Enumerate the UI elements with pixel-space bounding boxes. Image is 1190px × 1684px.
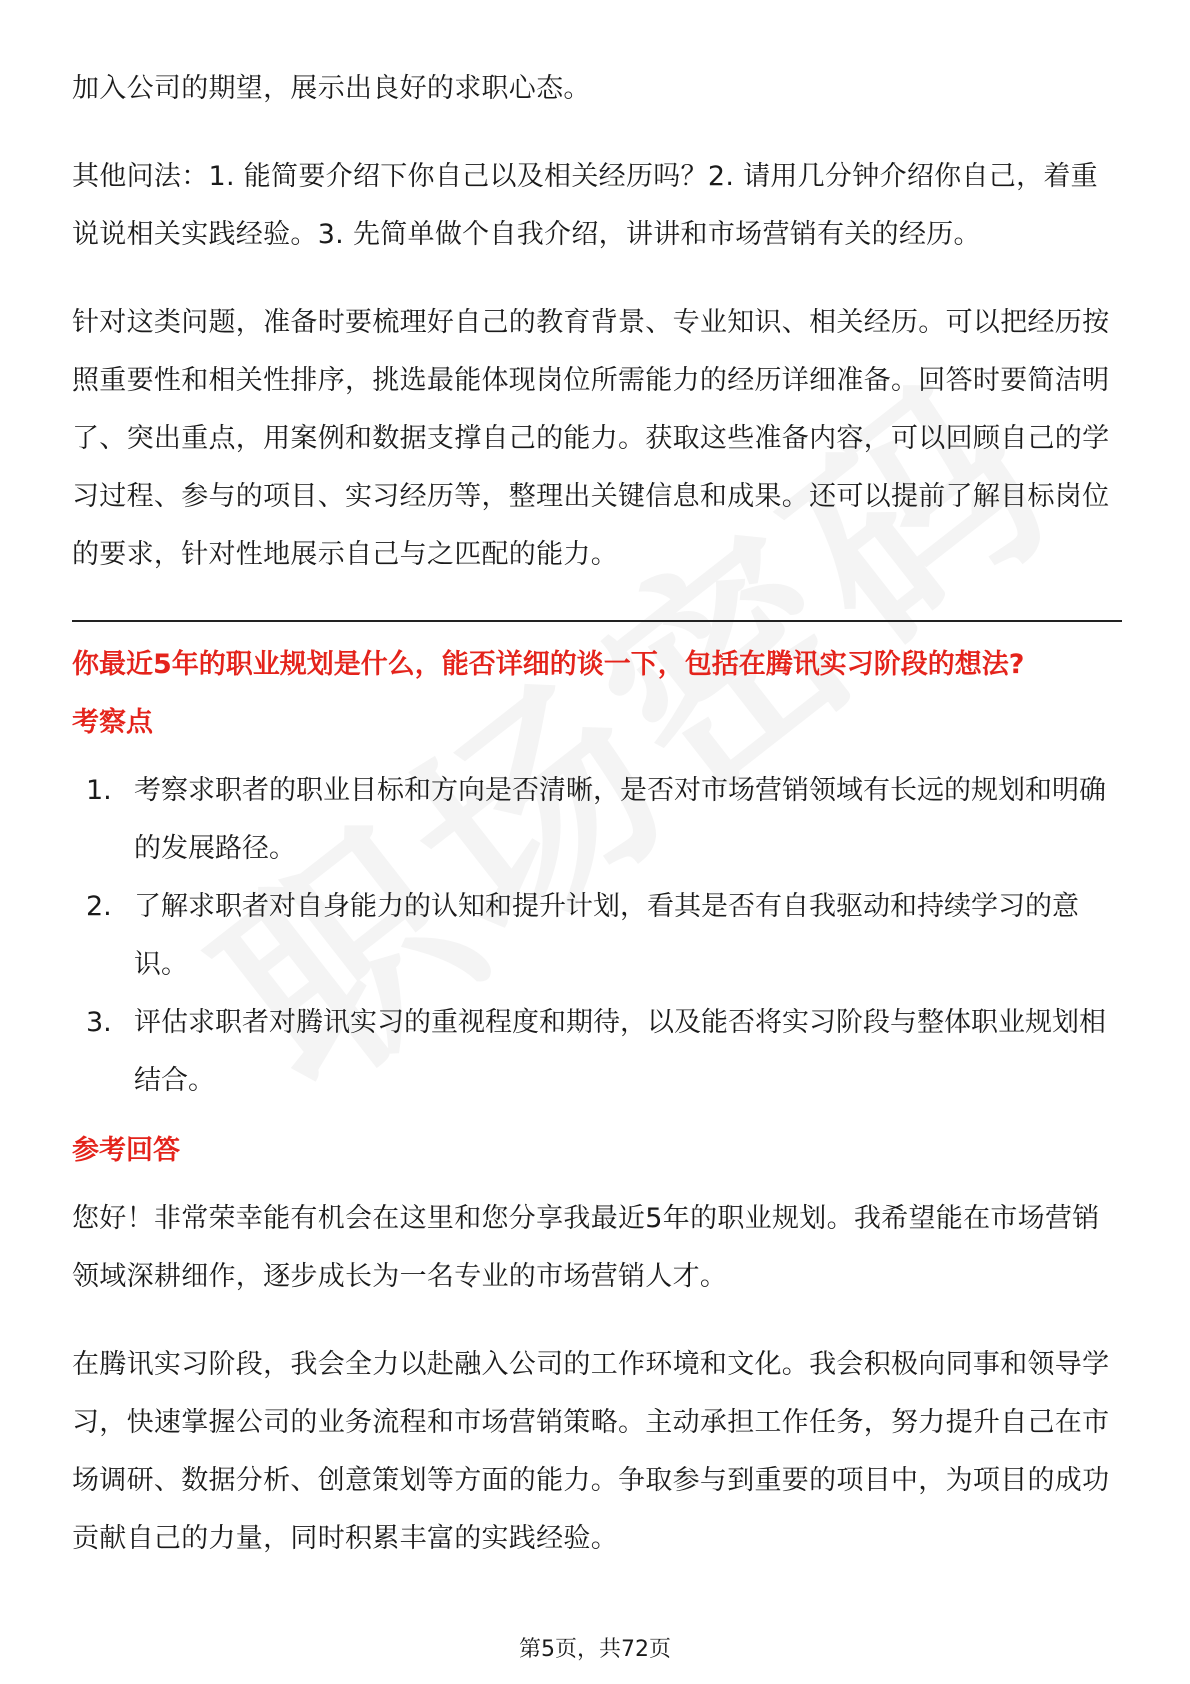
- list-item-number: 1.: [86, 775, 112, 806]
- list-item: [72, 994, 1122, 1110]
- list-item-number: 2.: [86, 891, 112, 922]
- paragraph-alt-questions: 其他问法：1. 能简要介绍下你自己以及相关经历吗？2. 请用几分钟介绍你自己，着重说说相关实践经验。3. 先简单做个自我介绍，讲讲和市场营销有关的经历。: [72, 161, 1098, 250]
- list-item-text: 了解求职者对自身能力的认知和提升计划，看其是否有自我驱动和持续学习的意识。: [134, 891, 1079, 980]
- points-label: 考察点: [72, 707, 153, 738]
- page-content: [72, 60, 1122, 1568]
- page-number-footer: 第5页，共72页: [519, 1637, 671, 1662]
- list-item-text: 评估求职者对腾讯实习的重视程度和期待，以及能否将实习阶段与整体职业规划相结合。: [134, 1007, 1106, 1096]
- answer-paragraph: 在腾讯实习阶段，我会全力以赴融入公司的工作环境和文化。我会积极向同事和领导学习，快速掌握公司的业务流程和市场营销策略。主动承担工作任务，努力提升自己在市场调研、数据分析、创意策划等方面的能力。争取参与到重要的项目中，为项目的成功贡献自己的力量，同时积累丰富的实践经验。: [72, 1349, 1110, 1554]
- list-item-text: 考察求职者的职业目标和方向是否清晰，是否对市场营销领域有长远的规划和明确的发展路径。: [134, 775, 1106, 864]
- paragraph-intro-tail: 加入公司的期望，展示出良好的求职心态。: [72, 73, 591, 104]
- list-item: [72, 762, 1122, 878]
- interview-question: 你最近5年的职业规划是什么，能否详细的谈一下，包括在腾讯实习阶段的想法?: [72, 649, 1025, 680]
- points-list: [72, 762, 1122, 1110]
- answer-label: 参考回答: [72, 1135, 180, 1166]
- list-item-number: 3.: [86, 1007, 112, 1038]
- answer-paragraph: 您好！非常荣幸能有机会在这里和您分享我最近5年的职业规划。我希望能在市场营销领域深耕细作，逐步成长为一名专业的市场营销人才。: [72, 1203, 1100, 1292]
- list-item: [72, 878, 1122, 994]
- paragraph-prep-advice: 针对这类问题，准备时要梳理好自己的教育背景、专业知识、相关经历。可以把经历按照重要性和相关性排序，挑选最能体现岗位所需能力的经历详细准备。回答时要简洁明了、突出重点，用案例和数据支撑自己的能力。获取这些准备内容，可以回顾自己的学习过程、参与的项目、实习经历等，整理出关键信息和成果。还可以提前了解目标岗位的要求，针对性地展示自己与之匹配的能力。: [72, 307, 1110, 570]
